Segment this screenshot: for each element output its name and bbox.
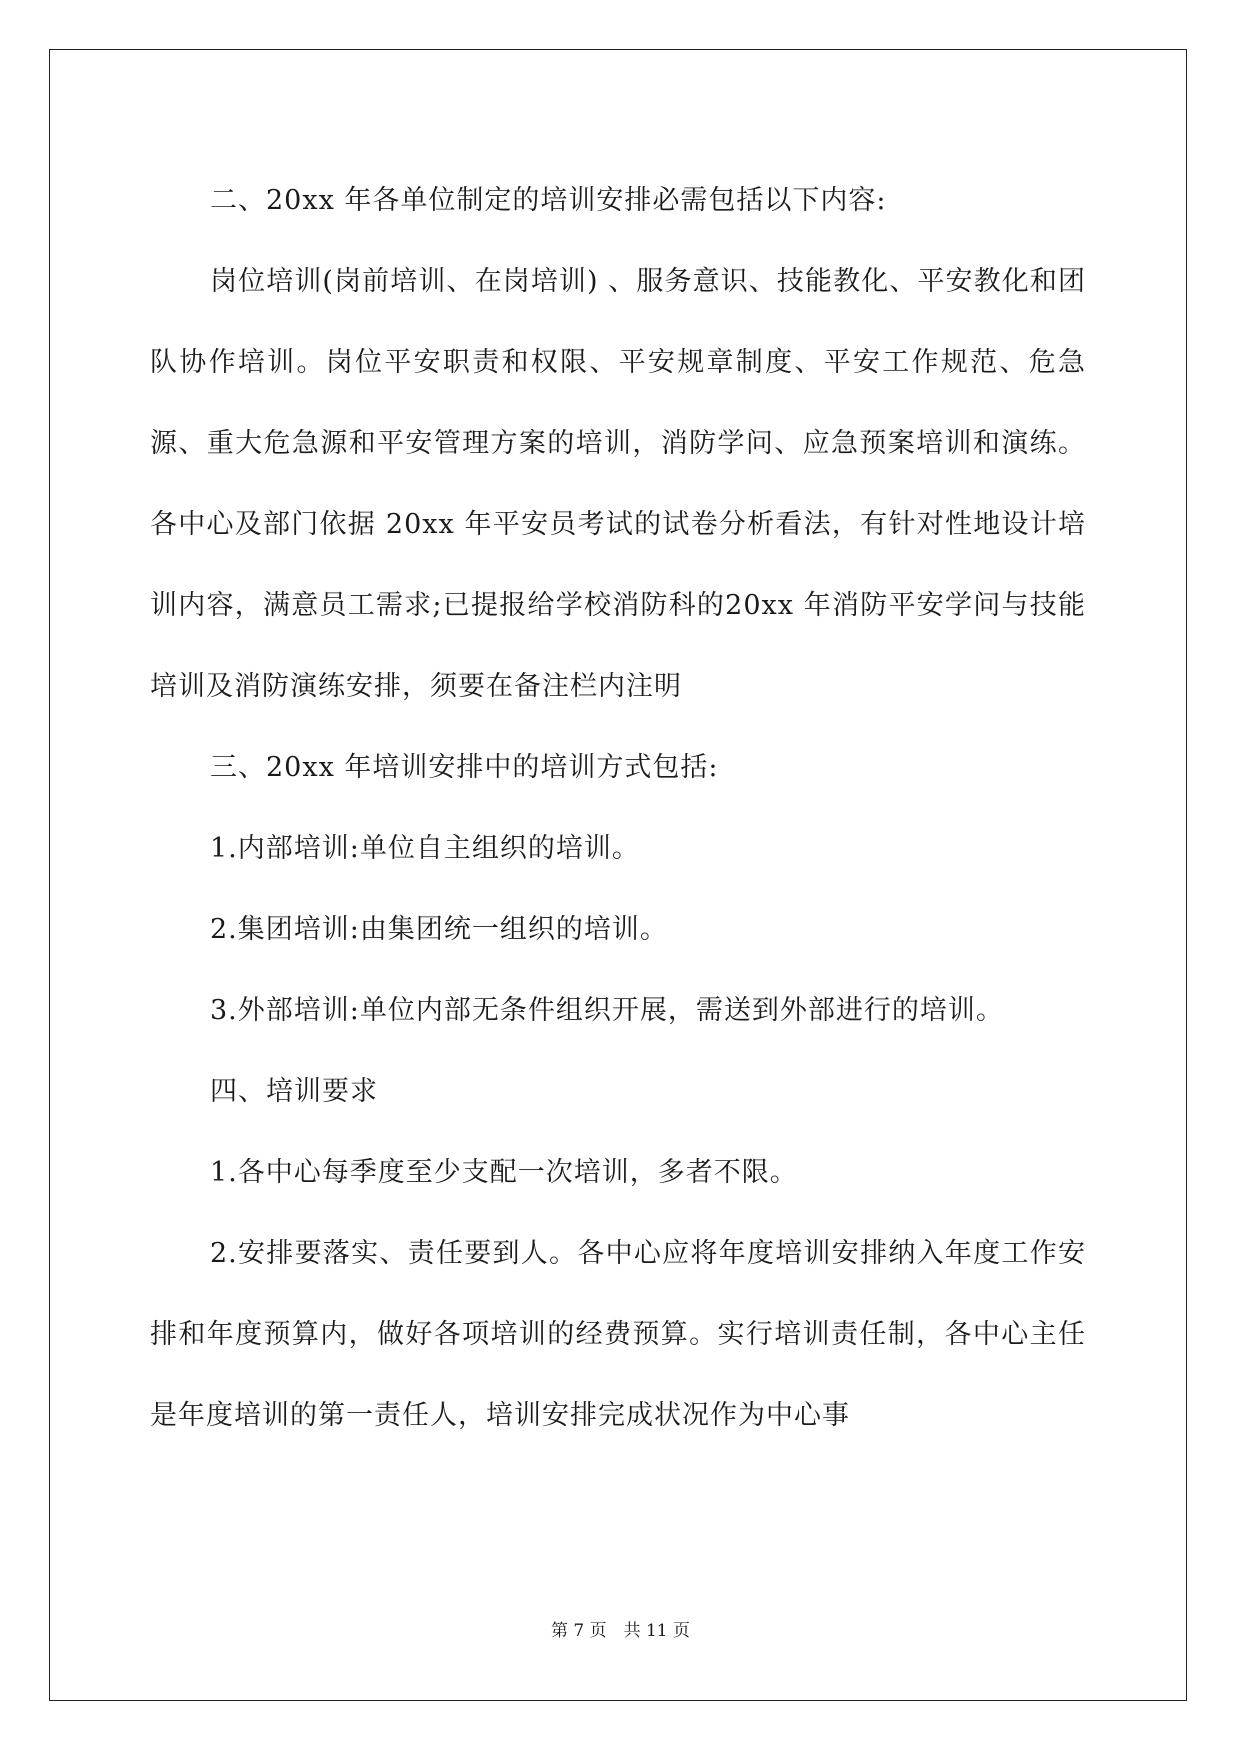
section-3-heading: 三、20xx 年培训安排中的培训方式包括: <box>210 752 719 783</box>
section-4-item-1: 1.各中心每季度至少支配一次培训，多者不限。 <box>210 1157 798 1188</box>
section-3-item-2: 2.集团培训:由集团统一组织的培训。 <box>210 914 668 945</box>
page-number-footer: 第 7 页 共 11 页 <box>550 1621 691 1641</box>
section-3-item-1: 1.内部培训:单位自主组织的培训。 <box>210 833 640 864</box>
document-body <box>150 160 1086 1456</box>
section-4-heading: 四、培训要求 <box>210 1076 378 1107</box>
section-2-body: 岗位培训(岗前培训、在岗培训) 、服务意识、技能教化、平安教化和团队协作培训。岗位平安职责和权限、平安规章制度、平安工作规范、危急源、重大危急源和平安管理方案的培训，消防学问、应急预案培训和演练。各中心及部门依据 20xx 年平安员考试的试卷分析看法，有针对性地设计培训内容，满意员工需求;已提报给学校消防科的20xx 年消防平安学问与技能培训及消防演练安排，须要在备注栏内注明 <box>150 266 1086 702</box>
section-2-heading: 二、20xx 年各单位制定的培训安排必需包括以下内容: <box>210 185 887 216</box>
section-3-item-3: 3.外部培训:单位内部无条件组织开展，需送到外部进行的培训。 <box>210 995 1004 1026</box>
section-4-item-2: 2.安排要落实、责任要到人。各中心应将年度培训安排纳入年度工作安排和年度预算内，做好各项培训的经费预算。实行培训责任制，各中心主任是年度培训的第一责任人，培训安排完成状况作为中心事 <box>150 1238 1086 1431</box>
